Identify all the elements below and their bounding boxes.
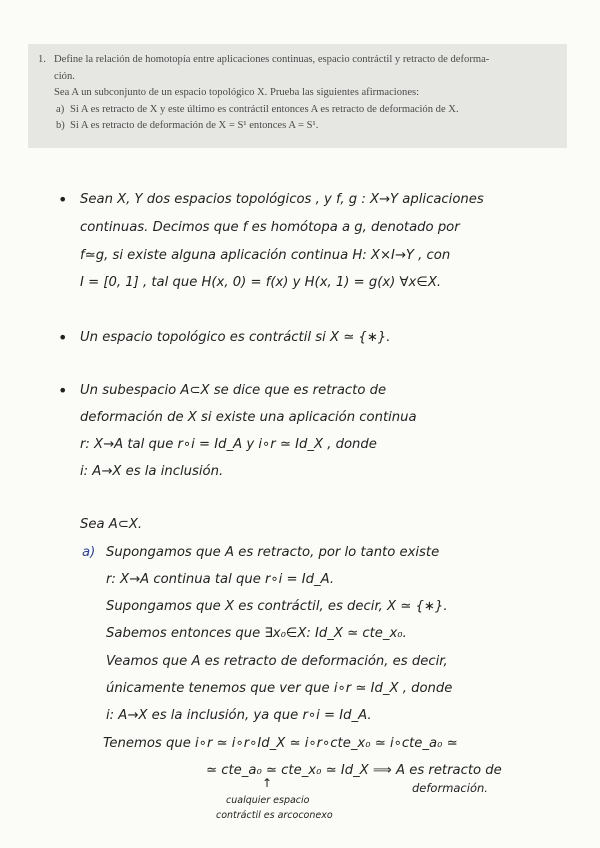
homotopy-line-3: f≃g, si existe alguna aplicación continua H: X×I→Y , con (80, 248, 451, 263)
part-a-line-4: Sabemos entonces que ∃x₀∈X: Id_X ≃ cte_x₀. (106, 626, 407, 641)
part-a-line-2: r: X→A continua tal que r∘i = Id_A. (106, 572, 335, 587)
part-a-line-7: i: A→X es la inclusión, ya que r∘i = Id_A. (106, 708, 372, 723)
part-a-line-9: ≃ cte_a₀ ≃ cte_x₀ ≃ Id_X ⟹ A es retracto de (206, 763, 502, 778)
footnote-line-1: cualquier espacio (226, 795, 310, 806)
part-a-line-6: únicamente tenemos que ver que i∘r ≃ Id_X , donde (106, 681, 453, 696)
part-a-conclusion: deformación. (412, 781, 488, 795)
arrow-up-icon: ↑ (262, 776, 273, 790)
bullet-icon: • (58, 381, 68, 400)
sea-line: Sea A⊂X. (80, 517, 143, 532)
retract-line-3: r: X→A tal que r∘i = Id_A y i∘r ≃ Id_X , donde (80, 437, 377, 452)
homotopy-line-2: continuas. Decimos que f es homótopa a g, denotado por (80, 220, 460, 235)
problem-item-b: b) Si A es retracto de deformación de X = S¹ entonces A = S¹. (56, 120, 319, 131)
contractible-definition: Un espacio topológico es contráctil si X ≃ {∗}. (80, 330, 391, 345)
problem-line-2: ción. (54, 70, 75, 82)
footnote-line-2: contráctil es arcoconexo (216, 810, 333, 821)
problem-statement (28, 44, 567, 148)
problem-line-1: 1. Define la relación de homotopía entre aplicaciones continuas, espacio contráctil y retracto de deforma- (38, 52, 559, 69)
bullet-icon: • (58, 328, 68, 347)
part-a-line-5: Veamos que A es retracto de deformación, es decir, (106, 654, 448, 669)
part-a-line-3: Supongamos que X es contráctil, es decir, X ≃ {∗}. (106, 599, 448, 614)
homotopy-line-1: Sean X, Y dos espacios topológicos , y f, g : X→Y aplicaciones (80, 192, 484, 207)
retract-line-4: i: A→X es la inclusión. (80, 464, 224, 479)
retract-line-2: deformación de X si existe una aplicación continua (80, 410, 417, 425)
homotopy-line-4: I = [0, 1] , tal que H(x, 0) = f(x) y H(x, 1) = g(x) ∀x∈X. (80, 275, 442, 290)
problem-item-a: a) Si A es retracto de X y este último es contráctil entonces A es retracto de deformación de X. (56, 103, 459, 115)
part-a-line-1: Supongamos que A es retracto, por lo tanto existe (106, 545, 440, 560)
retract-line-1: Un subespacio A⊂X se dice que es retracto de (80, 383, 387, 398)
part-a-label: a) (82, 545, 96, 560)
problem-line-3: Sea A un subconjunto de un espacio topológico X. Prueba las siguientes afirmaciones: (54, 87, 420, 98)
part-a-line-8: Tenemos que i∘r ≃ i∘r∘Id_X ≃ i∘r∘cte_x₀ ≃ i∘cte_a₀ ≃ (103, 736, 458, 751)
problem-number: 1. (38, 54, 46, 65)
bullet-icon: • (58, 190, 68, 209)
